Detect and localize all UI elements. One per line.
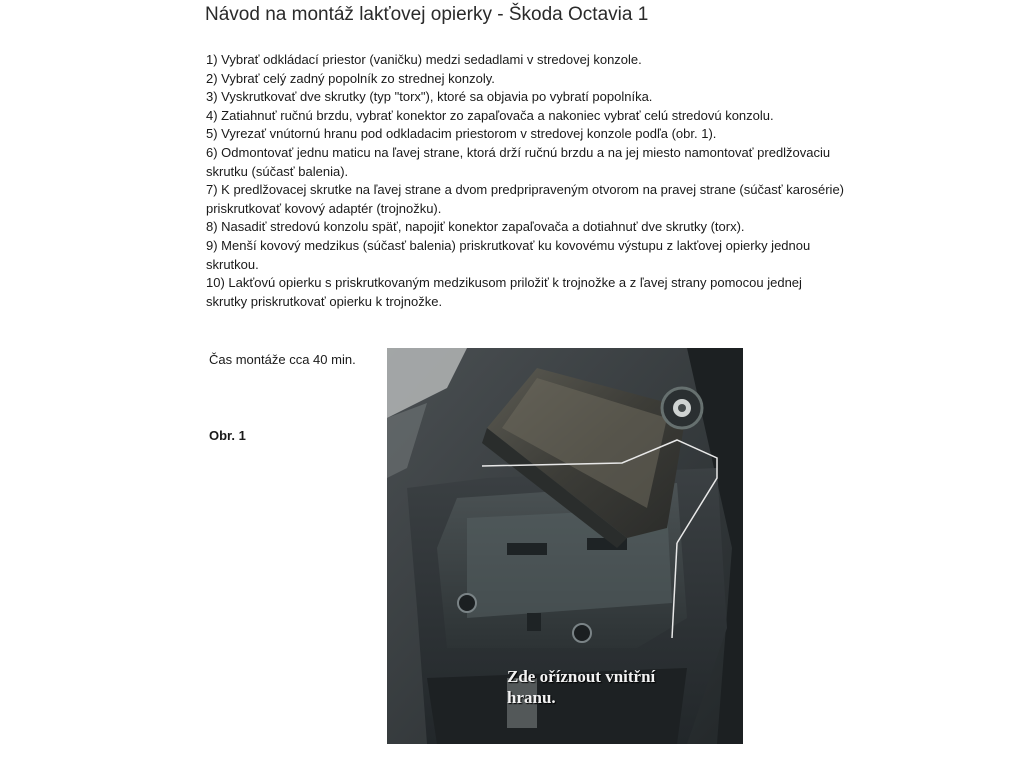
step-5: 5) Vyrezať vnútornú hranu pod odkladacim priestorom v stredovej konzole podľa (obr. 1). [206, 126, 717, 142]
step-9: 9) Menší kovový medzikus (súčasť balenia) priskrutkovať ku kovovému výstupu z lakťovej opierky jednou skrutkou. [206, 237, 811, 272]
photo-caption [507, 666, 655, 708]
figure-label: Obr. 1 [209, 428, 246, 443]
step-1: 1) Vybrať odkládací priestor (vaničku) medzi sedadlami v stredovej konzole. [206, 52, 642, 67]
step-2: 2) Vybrať celý zadný popolník zo strednej konzoly. [206, 70, 495, 86]
photo-caption-line-1: Zde oříznout vnitřní [507, 667, 656, 686]
step-10: 10) Lakťovú opierku s priskrutkovaným medzikusom priložiť k trojnožke a z ľavej strany pomocou jednej skrutky priskrutkovať opierku k trojnožke. [206, 275, 802, 309]
document-title: Návod na montáž lakťovej opierky - Škoda Octavia 1 [205, 4, 649, 25]
instruction-steps [206, 51, 846, 311]
step-8: 8) Nasadiť stredovú konzolu späť, napojiť konektor zapaľovača a dotiahnuť dve skrutky (torx). [206, 219, 745, 235]
step-4: 4) Zatiahnuť ručnú brzdu, vybrať konektor zo zapaľovača a nakoniec vybrať celú stredovú konzolu. [206, 107, 774, 123]
step-6: 6) Odmontovať jednu maticu na ľavej strane, ktorá drží ručnú brzdu a na jej miesto namontovať predlžovaciu skrutku (súčasť balenia). [206, 144, 831, 179]
photo-caption-line-2: hranu. [507, 688, 556, 707]
console-photo [387, 348, 743, 744]
step-3: 3) Vyskrutkovať dve skrutky (typ "torx"), ktoré sa objavia po vybratí popolníka. [206, 89, 653, 105]
assembly-time-note: Čas montáže cca 40 min. [209, 352, 356, 367]
step-7: 7) K predlžovacej skrutke na ľavej strane a dvom predpripraveným otvorom na pravej strane (súčasť karosérie) priskrutkovať kovový adaptér (trojnožku). [206, 182, 845, 216]
